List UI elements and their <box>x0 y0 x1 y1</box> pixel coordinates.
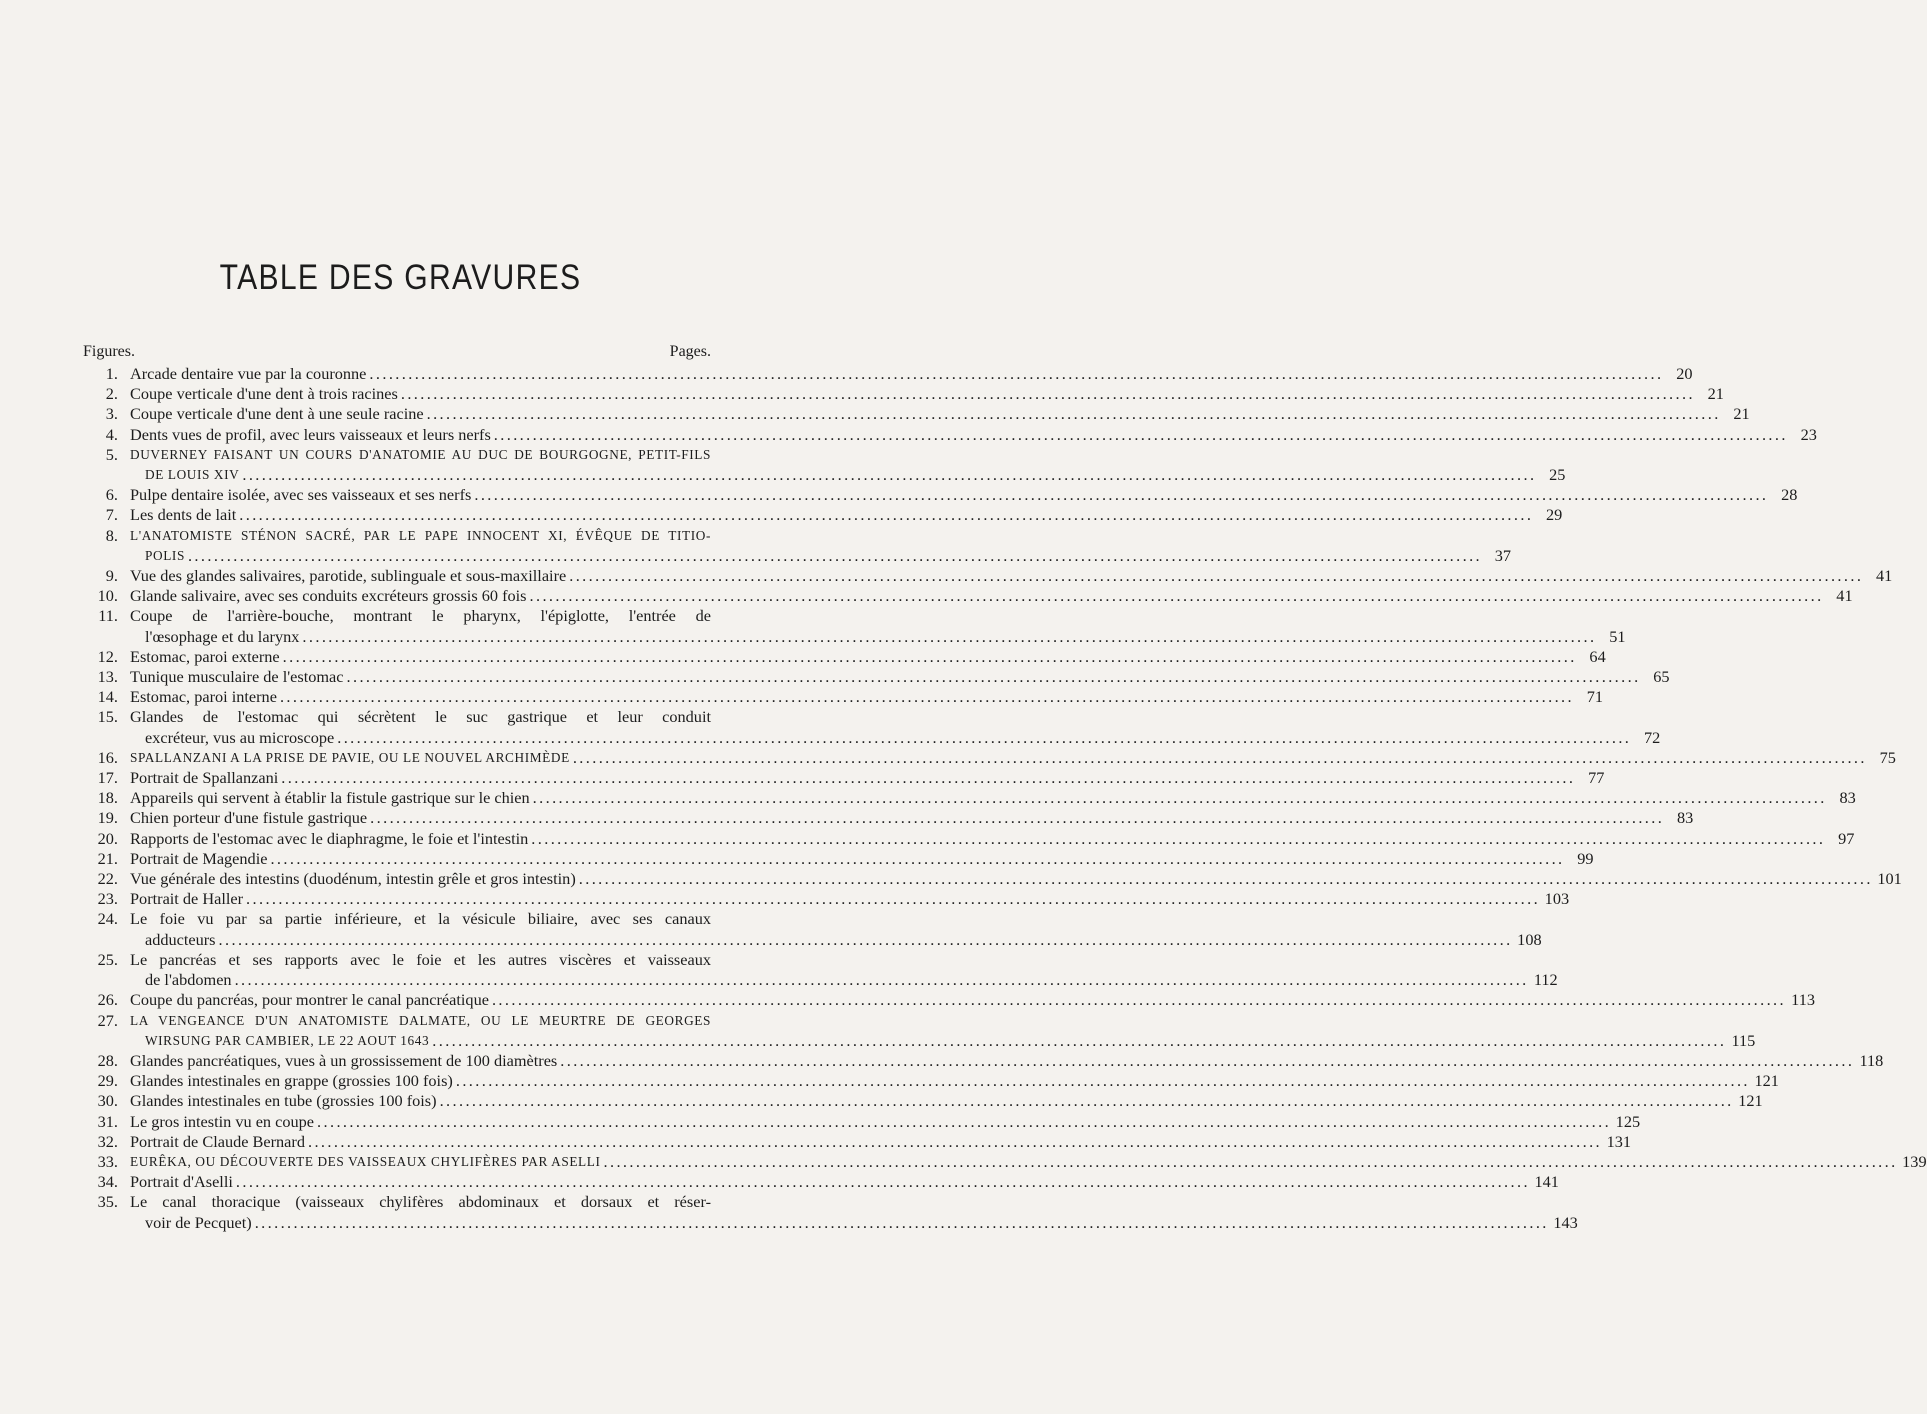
dot-leader: ........................................................................................................................................................................................................ <box>369 364 1664 383</box>
caption-text: de l'abdomen <box>145 970 232 990</box>
figure-caption <box>130 1091 1763 1111</box>
list-item <box>83 1091 1763 1111</box>
figure-number: 21. <box>97 848 118 868</box>
caption-line: DUVERNEY FAISANT UN COURS D'ANATOMIE AU DUC DE BOURGOGNE, PETIT-FILS <box>130 446 711 462</box>
dot-leader: ........................................................................................................................................................................................................ <box>474 485 1769 505</box>
dot-leader: ........................................................................................................................................................................................................ <box>432 1030 1727 1050</box>
dot-leader: ........................................................................................................................................................................................................ <box>493 424 1788 444</box>
figure-caption <box>130 1192 1578 1232</box>
figure-number: 25. <box>97 949 118 969</box>
page-number: 139 <box>1902 1151 1927 1171</box>
figure-number: 1. <box>105 364 118 383</box>
figure-number: 6. <box>105 485 118 505</box>
page-number: 37 <box>1494 545 1512 565</box>
list-item <box>83 1050 1884 1071</box>
list-item <box>83 505 1563 525</box>
figure-caption <box>130 1071 1779 1091</box>
list-item <box>83 788 1856 808</box>
dot-leader: ........................................................................................................................................................................................................ <box>370 808 1665 828</box>
figure-caption <box>130 687 1603 707</box>
figure-caption <box>130 404 1750 424</box>
list-item <box>83 586 1853 606</box>
caption-text: Glandes intestinales en grappe (grossies 100 fois) <box>130 1071 453 1091</box>
figure-number: 35. <box>97 1192 118 1212</box>
figure-number: 20. <box>97 828 118 848</box>
figure-number: 30. <box>97 1091 118 1111</box>
page-number: 113 <box>1791 990 1815 1010</box>
figure-caption <box>130 606 1626 646</box>
list-item <box>83 404 1750 424</box>
figure-caption <box>130 707 1661 747</box>
figure-number: 10. <box>97 586 118 606</box>
caption-text: Le gros intestin vu en coupe <box>130 1111 315 1131</box>
figure-number: 8. <box>105 525 118 545</box>
page-number: 72 <box>1644 727 1661 747</box>
dot-leader: ........................................................................................................................................................................................................ <box>239 505 1534 525</box>
figure-caption <box>130 1172 1559 1192</box>
figure-number: 3. <box>105 404 118 424</box>
caption-line: L'ANATOMISTE STÉNON SACRÉ, PAR LE PAPE INNOCENT XI, ÉVÊQUE DE TITIO- <box>130 527 711 543</box>
list-item <box>83 566 1893 586</box>
figure-caption <box>130 667 1670 687</box>
caption-text: adducteurs <box>145 929 216 949</box>
dot-leader: ........................................................................................................................................................................................................ <box>560 1050 1855 1070</box>
list-item <box>83 1111 1641 1132</box>
list-item <box>83 1172 1559 1192</box>
caption-text: Coupe verticale d'une dent à une seule racine <box>130 404 424 424</box>
page-number: 25 <box>1549 465 1566 485</box>
figure-caption <box>130 1131 1632 1152</box>
list-item <box>83 889 1570 909</box>
figure-caption <box>130 768 1605 788</box>
list-item <box>83 687 1603 707</box>
column-headers <box>83 343 711 361</box>
list-item <box>83 606 1626 646</box>
list-item <box>83 1131 1632 1152</box>
figure-number: 4. <box>105 424 118 444</box>
dot-leader: ........................................................................................................................................................................................................ <box>491 990 1786 1010</box>
caption-text: Chien porteur d'une fistule gastrique <box>130 808 368 828</box>
figure-number: 29. <box>97 1071 118 1091</box>
figure-number: 22. <box>97 869 118 889</box>
figure-caption <box>130 909 1542 949</box>
dot-leader: ........................................................................................................................................................................................................ <box>578 869 1873 889</box>
figure-caption <box>130 586 1853 606</box>
caption-line: Coupe de l'arrière-bouche, montrant le pharynx, l'épiglotte, l'entrée de <box>130 606 711 626</box>
list-item <box>83 1151 1927 1172</box>
pages-column-header: Pages. <box>669 343 711 360</box>
page-number: 118 <box>1859 1050 1884 1070</box>
figure-caption <box>130 505 1563 525</box>
caption-text: Rapports de l'estomac avec le diaphragme, le foie et l'intestin <box>130 828 529 848</box>
figure-caption <box>130 747 1896 768</box>
page-number: 143 <box>1553 1212 1578 1232</box>
dot-leader: ........................................................................................................................................................................................................ <box>531 828 1826 848</box>
page-number: 65 <box>1653 667 1670 687</box>
list-item <box>83 646 1606 667</box>
figure-number: 18. <box>97 788 118 808</box>
caption-text: Les dents de lait <box>130 505 237 525</box>
caption-text: Glandes pancréatiques, vues à un grossissement de 100 diamètres <box>130 1050 558 1070</box>
list-item <box>83 828 1855 849</box>
page-number: 112 <box>1533 970 1558 990</box>
list-item <box>83 1192 1578 1232</box>
page-number: 23 <box>1800 424 1817 444</box>
figure-number: 19. <box>97 808 118 828</box>
dot-leader: ........................................................................................................................................................................................................ <box>455 1071 1750 1091</box>
figure-caption <box>130 384 1724 404</box>
list-item <box>83 525 1512 566</box>
caption-text: Coupe du pancréas, pour montrer le canal pancréatique <box>130 990 489 1010</box>
figure-number: 32. <box>97 1131 118 1151</box>
figure-number: 28. <box>97 1050 118 1070</box>
page-number: 115 <box>1731 1030 1756 1050</box>
page-number: 41 <box>1876 566 1893 586</box>
caption-text: Dents vues de profil, avec leurs vaisseaux et leurs nerfs <box>130 424 491 444</box>
figure-caption <box>130 949 1558 990</box>
dot-leader: ........................................................................................................................................................................................................ <box>279 687 1574 707</box>
figure-number: 31. <box>97 1111 118 1131</box>
list-item <box>83 747 1896 768</box>
dot-leader: ........................................................................................................................................................................................................ <box>603 1151 1898 1171</box>
caption-text: Portrait de Claude Bernard <box>130 1131 305 1151</box>
dot-leader: ........................................................................................................................................................................................................ <box>426 404 1721 424</box>
dot-leader: ........................................................................................................................................................................................................ <box>317 1111 1612 1131</box>
caption-text: WIRSUNG PAR CAMBIER, LE 22 AOUT 1643 <box>145 1032 430 1048</box>
figure-number: 26. <box>97 990 118 1010</box>
page-title: TABLE DES GRAVURES <box>219 258 582 297</box>
dot-leader: ........................................................................................................................................................................................................ <box>439 1091 1734 1111</box>
figure-number: 11. <box>98 606 118 626</box>
caption-text: Glande salivaire, avec ses conduits excréteurs grossis 60 fois <box>130 586 527 606</box>
caption-text: Estomac, paroi externe <box>130 646 280 666</box>
dot-leader: ........................................................................................................................................................................................................ <box>270 848 1565 868</box>
caption-text: Pulpe dentaire isolée, avec ses vaisseaux et ses nerfs <box>130 485 472 505</box>
caption-line: Le canal thoracique (vaisseaux chylifères abdominaux et dorsaux et réser- <box>130 1192 711 1212</box>
figure-number: 24. <box>97 909 118 929</box>
caption-text: POLIS <box>145 547 185 563</box>
caption-text: Estomac, paroi interne <box>130 687 277 707</box>
list-item <box>83 667 1670 687</box>
figure-number: 9. <box>105 566 118 586</box>
list-item <box>83 424 1817 445</box>
figure-caption <box>130 566 1893 586</box>
page-number: 121 <box>1754 1071 1779 1091</box>
list-item <box>83 444 1566 485</box>
figure-caption <box>130 808 1694 828</box>
list-item <box>83 1010 1756 1051</box>
figure-number: 34. <box>97 1172 118 1192</box>
page-number: 75 <box>1879 747 1896 767</box>
figure-number: 17. <box>97 768 118 788</box>
caption-line: Le foie vu par sa partie inférieure, et la vésicule biliaire, avec ses canaux <box>130 909 711 929</box>
caption-text: Glandes intestinales en tube (grossies 100 fois) <box>130 1091 437 1111</box>
figure-number: 13. <box>97 667 118 687</box>
figure-number: 2. <box>105 384 118 404</box>
page-number: 103 <box>1544 889 1570 909</box>
caption-text: Vue des glandes salivaires, parotide, sublinguale et sous-maxillaire <box>130 566 567 586</box>
dot-leader: ........................................................................................................................................................................................................ <box>281 768 1576 788</box>
caption-text: DE LOUIS XIV <box>145 467 240 483</box>
page-number: 97 <box>1838 828 1855 848</box>
figure-caption <box>130 485 1798 505</box>
engravings-list <box>83 364 1927 1233</box>
figure-number: 12. <box>97 646 118 666</box>
figure-caption <box>130 788 1856 808</box>
figure-caption <box>130 1111 1641 1132</box>
figure-caption <box>130 869 1902 889</box>
figure-caption <box>130 848 1594 869</box>
list-item <box>83 949 1558 990</box>
list-item <box>83 485 1798 505</box>
page-number: 51 <box>1609 626 1626 646</box>
caption-line: LA VENGEANCE D'UN ANATOMISTE DALMATE, OU LE MEURTRE DE GEORGES <box>130 1012 711 1028</box>
list-item <box>83 848 1594 869</box>
caption-text: Appareils qui servent à établir la fistule gastrique sur le chien <box>130 788 530 808</box>
dot-leader: ........................................................................................................................................................................................................ <box>234 970 1529 990</box>
figure-caption <box>130 1011 1756 1051</box>
page-number: 83 <box>1839 788 1856 808</box>
caption-text: l'œsophage et du larynx <box>145 626 300 646</box>
page-number: 101 <box>1877 869 1902 889</box>
caption-text: Vue générale des intestins (duodénum, intestin grêle et gros intestin) <box>130 869 576 889</box>
caption-text: excréteur, vus au microscope <box>145 727 335 747</box>
page-number: 141 <box>1534 1172 1559 1192</box>
figure-caption <box>130 526 1512 566</box>
page-number: 41 <box>1836 586 1853 606</box>
figure-caption <box>130 1151 1927 1172</box>
dot-leader: ........................................................................................................................................................................................................ <box>302 626 1597 646</box>
list-item <box>83 384 1724 404</box>
caption-text: voir de Pecquet) <box>145 1212 252 1232</box>
figure-number: 27. <box>97 1010 118 1030</box>
dot-leader: ........................................................................................................................................................................................................ <box>346 667 1641 687</box>
dot-leader: ........................................................................................................................................................................................................ <box>246 889 1541 909</box>
figure-caption <box>130 889 1570 909</box>
page-number: 77 <box>1588 768 1605 788</box>
list-item <box>83 768 1605 788</box>
dot-leader: ........................................................................................................................................................................................................ <box>307 1131 1603 1151</box>
caption-text: Coupe verticale d'une dent à trois racines <box>130 384 398 404</box>
figure-number: 5. <box>105 444 118 464</box>
figure-number: 16. <box>97 747 118 767</box>
figure-number: 7. <box>105 505 118 525</box>
page-number: 108 <box>1517 929 1542 949</box>
page-number: 21 <box>1707 384 1724 404</box>
page-number: 125 <box>1615 1111 1641 1131</box>
page-number: 121 <box>1738 1091 1763 1111</box>
dot-leader: ........................................................................................................................................................................................................ <box>235 1172 1530 1192</box>
figures-column-header: Figures. <box>83 343 135 360</box>
figure-number: 14. <box>97 687 118 707</box>
caption-text: Tunique musculaire de l'estomac <box>130 667 344 687</box>
caption-text: Arcade dentaire vue par la couronne <box>130 364 367 383</box>
caption-line: Glandes de l'estomac qui sécrètent le suc gastrique et leur conduit <box>130 707 711 727</box>
figure-caption <box>130 990 1815 1010</box>
page-number: 64 <box>1589 646 1606 666</box>
dot-leader: ........................................................................................................................................................................................................ <box>529 586 1824 606</box>
dot-leader: ........................................................................................................................................................................................................ <box>187 545 1483 565</box>
caption-text: Portrait d'Aselli <box>130 1172 233 1192</box>
page-number: 71 <box>1586 687 1603 707</box>
figure-caption <box>130 646 1606 667</box>
dot-leader: ........................................................................................................................................................................................................ <box>282 646 1577 666</box>
figure-caption <box>130 364 1693 384</box>
list-item <box>83 909 1542 949</box>
dot-leader: ........................................................................................................................................................................................................ <box>337 727 1632 747</box>
caption-text: EURÊKA, OU DÉCOUVERTE DES VAISSEAUX CHYLIFÈRES PAR ASELLI <box>130 1153 601 1169</box>
figure-number: 23. <box>97 889 118 909</box>
page-number: 21 <box>1733 404 1750 424</box>
list-item <box>83 1071 1779 1091</box>
dot-leader: ........................................................................................................................................................................................................ <box>254 1212 1549 1232</box>
list-item <box>83 707 1661 747</box>
figure-caption <box>130 445 1566 485</box>
page-number: 83 <box>1676 808 1694 828</box>
dot-leader: ........................................................................................................................................................................................................ <box>400 384 1695 404</box>
dot-leader: ........................................................................................................................................................................................................ <box>218 929 1513 949</box>
caption-text: SPALLANZANI A LA PRISE DE PAVIE, OU LE NOUVEL ARCHIMÈDE <box>130 749 570 765</box>
figure-caption <box>130 828 1855 849</box>
dot-leader: ........................................................................................................................................................................................................ <box>572 747 1867 767</box>
dot-leader: ........................................................................................................................................................................................................ <box>242 465 1537 485</box>
dot-leader: ........................................................................................................................................................................................................ <box>532 788 1827 808</box>
page-number: 131 <box>1606 1131 1632 1151</box>
page-number: 99 <box>1577 848 1594 868</box>
figure-caption <box>130 1050 1884 1071</box>
list-item <box>83 808 1694 828</box>
caption-text: Portrait de Spallanzani <box>130 768 279 788</box>
list-item <box>83 990 1815 1010</box>
figure-number: 33. <box>97 1151 118 1171</box>
caption-line: Le pancréas et ses rapports avec le foie et les autres viscères et vaisseaux <box>130 949 711 969</box>
caption-text: Portrait de Haller <box>130 889 244 909</box>
figure-number: 15. <box>97 707 118 727</box>
dot-leader: ........................................................................................................................................................................................................ <box>569 566 1864 586</box>
list-item <box>83 364 1693 384</box>
list-item <box>83 869 1902 889</box>
page-number: 20 <box>1676 364 1693 383</box>
page-number: 28 <box>1781 485 1798 505</box>
page-number: 29 <box>1546 505 1563 525</box>
figure-caption <box>130 424 1817 445</box>
caption-text: Portrait de Magendie <box>130 848 268 868</box>
